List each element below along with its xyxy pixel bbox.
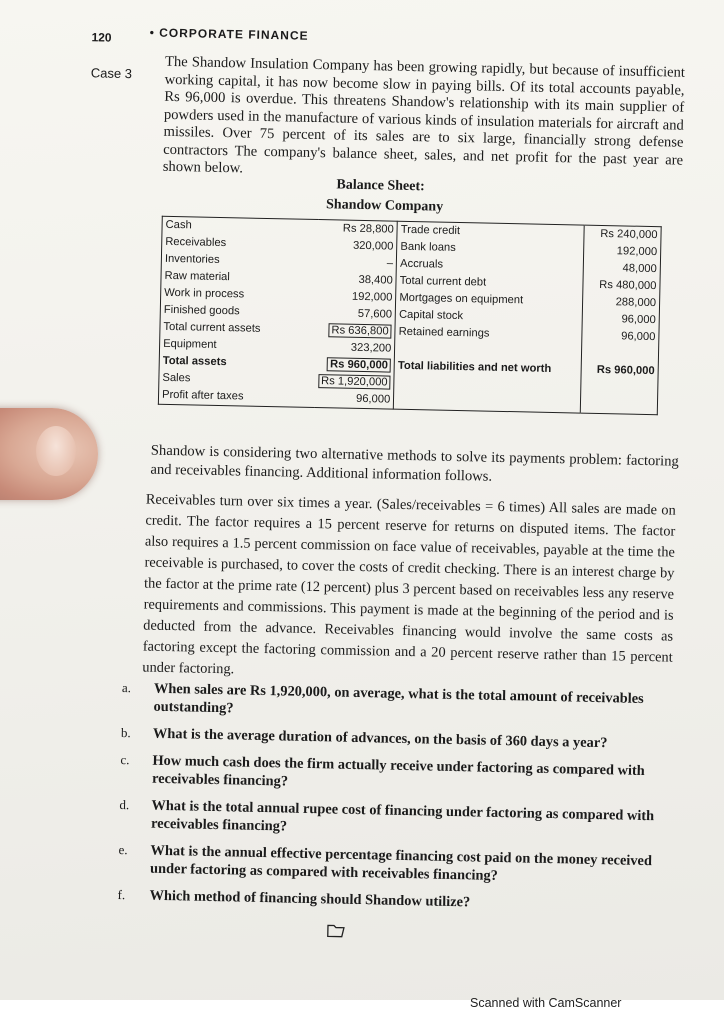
- liability-label: Capital stock: [398, 308, 464, 323]
- liability-value: Rs 240,000: [600, 227, 658, 242]
- folder-icon: [327, 923, 345, 942]
- asset-label: Cash: [165, 218, 192, 232]
- question-label: f.: [117, 886, 126, 903]
- assets-labels: [158, 216, 318, 407]
- liability-value: 48,000: [622, 262, 657, 276]
- question-text: Which method of financing should Shandow utilize?: [149, 887, 471, 911]
- additional-info-paragraph: Receivables turn over six times a year. (Sales/receivables = 6 times) All sales are made on credit. The factor requires a 15 percent reserve for returns on disputed items. The factor also requires a 1.5 percent commission on face value of receivables, payable at the time the receivable is purchased, to cover the costs of credit checking. There is an interest charge by the factor at the prime rate (12 percent) plus 3 percent based on receivables less any reserve requirements and commissions. This payment is made at the beginning of the period and is deducted from the advance. Receivables financing would involve the same costs as factoring except the factoring commission and a 20 percent reserve rather than 15 percent under factoring.: [142, 491, 676, 678]
- asset-label: Raw material: [164, 269, 230, 284]
- assets-values: [315, 220, 398, 410]
- sales-label: Sales: [162, 371, 191, 385]
- liabilities-labels: [394, 221, 585, 413]
- asset-value: 38,400: [358, 273, 393, 287]
- balance-sheet-title: Balance Sheet:: [336, 177, 425, 195]
- liability-label: Bank loans: [400, 240, 456, 254]
- total-liabilities-value: Rs 960,000: [596, 363, 655, 378]
- questions-list: [117, 679, 674, 925]
- running-title: • CORPORATE FINANCE: [149, 25, 309, 43]
- question-item: [119, 796, 672, 844]
- case-paragraph: The Shandow Insulation Company has been growing rapidly, but because of insufficient working capital, it has now become slow in paying bills. Of its total accounts payable, Rs 96,000 is overdue. This threatens Shandow's relationship with its main supplier of powders used in the manufacture of various kinds of insulation materials for aircraft and missiles. Over 75 percent of its sales are to six large, financially strong defense contractors The company's balance sheet, sales, and net profit for the past year are shown below.: [162, 53, 686, 177]
- asset-value: Rs 636,800: [328, 323, 392, 338]
- question-item: [118, 841, 671, 889]
- asset-value: 192,000: [351, 290, 393, 304]
- liability-label: Mortgages on equipment: [399, 291, 524, 307]
- question-text: How much cash does the firm actually receive under factoring as compared with receivables financing?: [151, 752, 645, 790]
- liability-value: Rs 480,000: [599, 278, 657, 293]
- profit-label: Profit after taxes: [161, 388, 244, 403]
- liability-value: 96,000: [621, 330, 656, 344]
- asset-label: Total current assets: [163, 320, 261, 335]
- balance-sheet-company: Shandow Company: [325, 197, 444, 215]
- liabilities-values: [580, 225, 661, 415]
- asset-label: Receivables: [165, 235, 227, 250]
- camscanner-watermark: Scanned with CamScanner: [470, 996, 622, 1010]
- question-label: b.: [120, 725, 131, 741]
- page-number: 120: [91, 30, 112, 45]
- question-label: d.: [119, 797, 130, 813]
- asset-label: Finished goods: [163, 303, 240, 318]
- liability-label: Total current debt: [399, 274, 487, 289]
- intro-paragraph: Shandow is considering two alternative methods to solve its payments problem: factoring and receivables financing. Additional information follows.: [150, 442, 679, 485]
- liability-value: 288,000: [615, 296, 657, 310]
- balance-sheet-table: [158, 216, 662, 415]
- liability-label: Trade credit: [400, 223, 461, 238]
- question-text: When sales are Rs 1,920,000, on average, what is the total amount of receivables outstanding?: [153, 680, 644, 717]
- asset-label: Inventories: [164, 252, 220, 266]
- profit-value: 96,000: [355, 392, 391, 406]
- question-item: [117, 886, 669, 916]
- question-label: c.: [120, 752, 130, 768]
- asset-label: Equipment: [163, 337, 217, 351]
- case-label: Case 3: [90, 65, 133, 82]
- liability-value: 192,000: [616, 245, 658, 259]
- asset-value: Rs 28,800: [342, 222, 394, 236]
- total-assets-label: Total assets: [162, 354, 227, 369]
- question-label: a.: [121, 680, 132, 696]
- total-assets-value: Rs 960,000: [327, 357, 391, 372]
- liability-label: Retained earnings: [398, 325, 490, 340]
- question-item: [120, 751, 673, 799]
- question-text: What is the total annual rupee cost of financing under factoring as compared with receivables financing?: [150, 797, 655, 835]
- total-liabilities-label: Total liabilities and net worth: [397, 359, 552, 375]
- asset-value: 323,200: [350, 341, 392, 355]
- liability-value: 96,000: [621, 313, 656, 327]
- asset-label: Work in process: [164, 286, 245, 301]
- question-text: What is the annual effective percentage financing cost paid on the money received under factoring as compared with receivables financing?: [149, 842, 653, 884]
- sales-value: Rs 1,920,000: [318, 374, 391, 390]
- asset-value: 57,600: [357, 307, 393, 321]
- question-text: What is the average duration of advances, on the basis of 360 days a year?: [152, 725, 608, 752]
- question-label: e.: [118, 842, 128, 858]
- asset-value: 320,000: [352, 239, 394, 253]
- asset-value: –: [386, 257, 394, 270]
- question-item: [121, 724, 673, 754]
- liability-label: Accruals: [399, 257, 444, 271]
